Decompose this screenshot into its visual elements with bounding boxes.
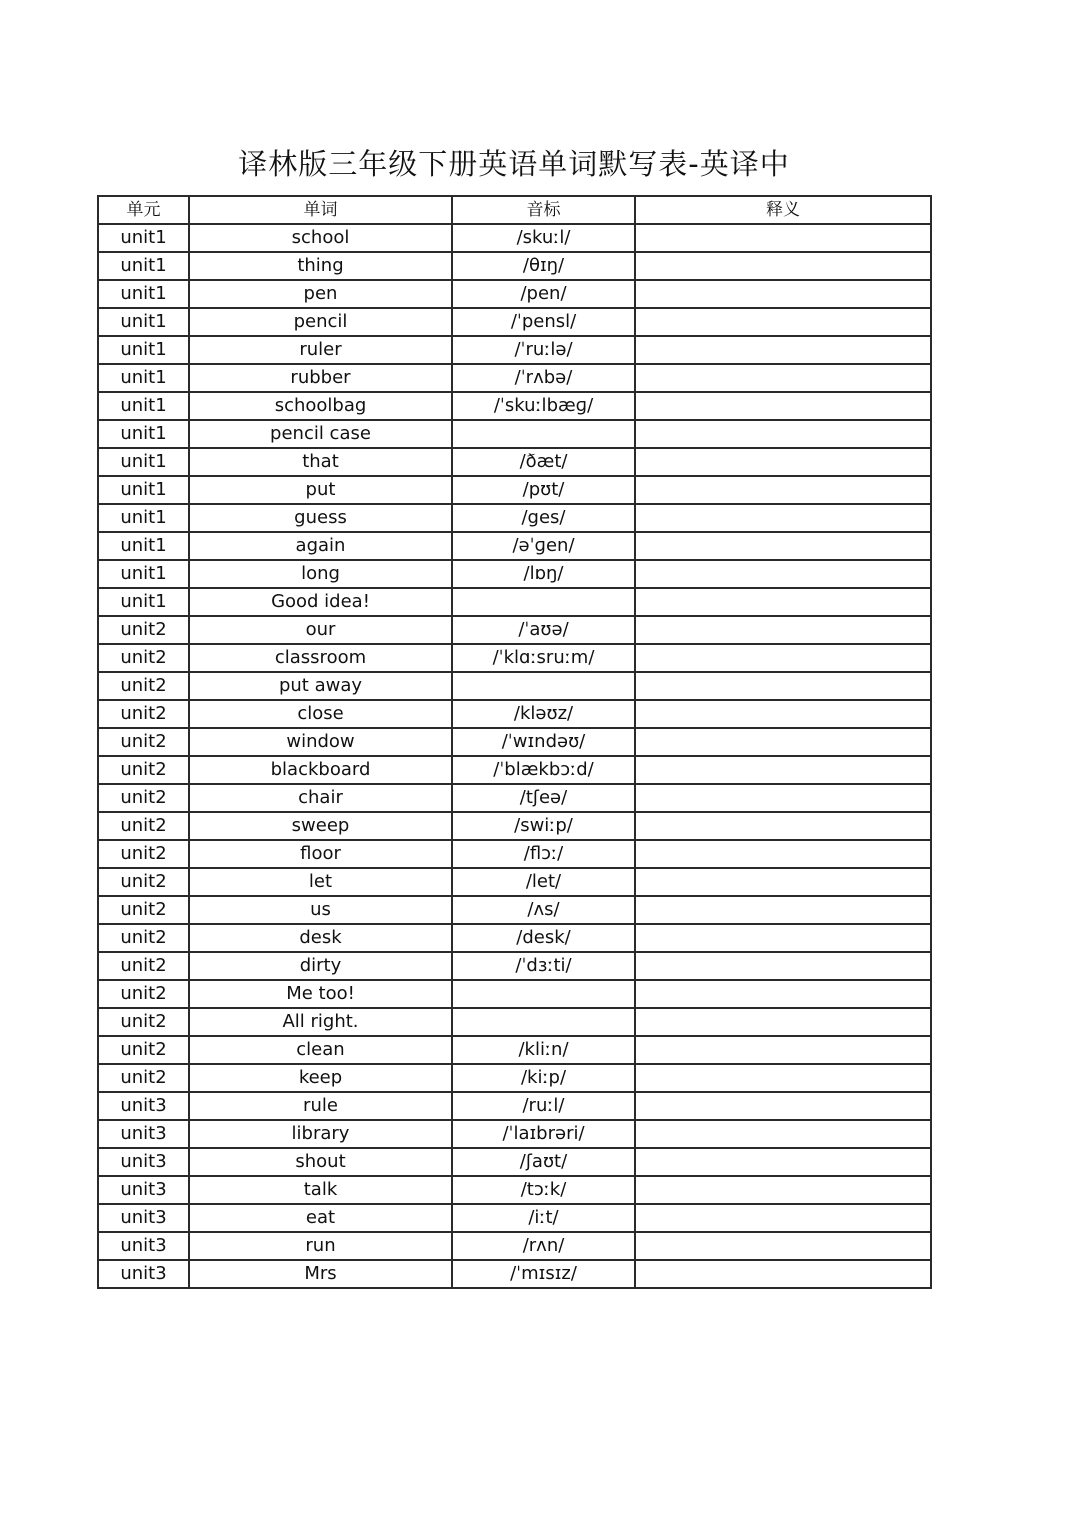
phonetic-cell: /ʃaʊt/: [452, 1148, 635, 1176]
unit-cell: unit2: [98, 1036, 189, 1064]
unit-cell: unit2: [98, 924, 189, 952]
table-row: [98, 252, 931, 280]
table-row: [98, 1036, 931, 1064]
phonetic-cell: [452, 980, 635, 1008]
table-row: [98, 1092, 931, 1120]
meaning-cell[interactable]: [635, 1148, 931, 1176]
unit-cell: unit2: [98, 1064, 189, 1092]
unit-cell: unit3: [98, 1232, 189, 1260]
meaning-cell[interactable]: [635, 448, 931, 476]
phonetic-cell: /kliːn/: [452, 1036, 635, 1064]
table-row: [98, 392, 931, 420]
word-cell: chair: [189, 784, 452, 812]
phonetic-cell: [452, 420, 635, 448]
phonetic-cell: /desk/: [452, 924, 635, 952]
meaning-cell[interactable]: [635, 420, 931, 448]
word-cell: blackboard: [189, 756, 452, 784]
table-row: [98, 560, 931, 588]
meaning-cell[interactable]: [635, 1008, 931, 1036]
unit-cell: unit2: [98, 868, 189, 896]
table-row: [98, 1176, 931, 1204]
word-cell: our: [189, 616, 452, 644]
unit-cell: unit2: [98, 700, 189, 728]
meaning-cell[interactable]: [635, 644, 931, 672]
table-row: [98, 700, 931, 728]
header-phonetic: 音标: [452, 196, 635, 224]
table-row: [98, 1120, 931, 1148]
phonetic-cell: /ruːl/: [452, 1092, 635, 1120]
table-row: [98, 924, 931, 952]
table-row: [98, 1232, 931, 1260]
unit-cell: unit1: [98, 560, 189, 588]
unit-cell: unit1: [98, 280, 189, 308]
meaning-cell[interactable]: [635, 1176, 931, 1204]
vocabulary-table: [97, 195, 932, 1289]
word-cell: pencil case: [189, 420, 452, 448]
meaning-cell[interactable]: [635, 672, 931, 700]
phonetic-cell: /lɒŋ/: [452, 560, 635, 588]
meaning-cell[interactable]: [635, 252, 931, 280]
phonetic-cell: /pen/: [452, 280, 635, 308]
table-row: [98, 1008, 931, 1036]
meaning-cell[interactable]: [635, 1064, 931, 1092]
unit-cell: unit2: [98, 644, 189, 672]
word-cell: schoolbag: [189, 392, 452, 420]
phonetic-cell: /ˈpensl/: [452, 308, 635, 336]
meaning-cell[interactable]: [635, 532, 931, 560]
header-unit: 单元: [98, 196, 189, 224]
word-cell: run: [189, 1232, 452, 1260]
word-cell: classroom: [189, 644, 452, 672]
meaning-cell[interactable]: [635, 868, 931, 896]
unit-cell: unit2: [98, 756, 189, 784]
unit-cell: unit3: [98, 1148, 189, 1176]
word-cell: window: [189, 728, 452, 756]
unit-cell: unit3: [98, 1092, 189, 1120]
phonetic-cell: /flɔː/: [452, 840, 635, 868]
phonetic-cell: /tʃeə/: [452, 784, 635, 812]
meaning-cell[interactable]: [635, 1232, 931, 1260]
unit-cell: unit1: [98, 392, 189, 420]
meaning-cell[interactable]: [635, 336, 931, 364]
unit-cell: unit3: [98, 1204, 189, 1232]
word-cell: pencil: [189, 308, 452, 336]
phonetic-cell: /iːt/: [452, 1204, 635, 1232]
table-row: [98, 1260, 931, 1288]
word-cell: library: [189, 1120, 452, 1148]
meaning-cell[interactable]: [635, 1120, 931, 1148]
table-row: [98, 1148, 931, 1176]
word-cell: All right.: [189, 1008, 452, 1036]
unit-cell: unit2: [98, 812, 189, 840]
phonetic-cell: [452, 672, 635, 700]
word-cell: again: [189, 532, 452, 560]
phonetic-cell: [452, 1008, 635, 1036]
unit-cell: unit1: [98, 588, 189, 616]
table-row: [98, 504, 931, 532]
meaning-cell[interactable]: [635, 504, 931, 532]
meaning-cell[interactable]: [635, 476, 931, 504]
word-cell: keep: [189, 1064, 452, 1092]
table-row: [98, 1204, 931, 1232]
table-row: [98, 280, 931, 308]
word-cell: sweep: [189, 812, 452, 840]
table-row: [98, 812, 931, 840]
table-row: [98, 308, 931, 336]
phonetic-cell: /pʊt/: [452, 476, 635, 504]
table-row: [98, 896, 931, 924]
table-row: [98, 952, 931, 980]
word-cell: ruler: [189, 336, 452, 364]
unit-cell: unit1: [98, 420, 189, 448]
meaning-cell[interactable]: [635, 952, 931, 980]
word-cell: long: [189, 560, 452, 588]
table-row: [98, 336, 931, 364]
meaning-cell[interactable]: [635, 980, 931, 1008]
meaning-cell[interactable]: [635, 392, 931, 420]
word-cell: put away: [189, 672, 452, 700]
word-cell: thing: [189, 252, 452, 280]
unit-cell: unit2: [98, 952, 189, 980]
phonetic-cell: /ˈmɪsɪz/: [452, 1260, 635, 1288]
meaning-cell[interactable]: [635, 840, 931, 868]
phonetic-cell: /ˈdɜːti/: [452, 952, 635, 980]
unit-cell: unit1: [98, 532, 189, 560]
meaning-cell[interactable]: [635, 896, 931, 924]
table-row: [98, 476, 931, 504]
phonetic-cell: /tɔːk/: [452, 1176, 635, 1204]
unit-cell: unit2: [98, 616, 189, 644]
table-row: [98, 980, 931, 1008]
meaning-cell[interactable]: [635, 1036, 931, 1064]
page-title: 译林版三年级下册英语单词默写表-英译中: [238, 147, 790, 181]
unit-cell: unit3: [98, 1120, 189, 1148]
phonetic-cell: /ˈaʊə/: [452, 616, 635, 644]
meaning-cell[interactable]: [635, 1092, 931, 1120]
word-cell: eat: [189, 1204, 452, 1232]
unit-cell: unit1: [98, 252, 189, 280]
table-row: [98, 1064, 931, 1092]
word-cell: let: [189, 868, 452, 896]
phonetic-cell: /ˈklɑːsruːm/: [452, 644, 635, 672]
word-cell: talk: [189, 1176, 452, 1204]
unit-cell: unit2: [98, 980, 189, 1008]
unit-cell: unit1: [98, 364, 189, 392]
word-cell: dirty: [189, 952, 452, 980]
phonetic-cell: /ˈwɪndəʊ/: [452, 728, 635, 756]
word-cell: rubber: [189, 364, 452, 392]
meaning-cell[interactable]: [635, 308, 931, 336]
unit-cell: unit1: [98, 476, 189, 504]
meaning-cell[interactable]: [635, 280, 931, 308]
table-row: [98, 588, 931, 616]
table-row: [98, 224, 931, 252]
meaning-cell[interactable]: [635, 364, 931, 392]
phonetic-cell: /kləʊz/: [452, 700, 635, 728]
table-row: [98, 756, 931, 784]
unit-cell: unit1: [98, 336, 189, 364]
unit-cell: unit3: [98, 1176, 189, 1204]
phonetic-cell: /let/: [452, 868, 635, 896]
table-row: [98, 448, 931, 476]
word-cell: desk: [189, 924, 452, 952]
word-cell: school: [189, 224, 452, 252]
meaning-cell[interactable]: [635, 224, 931, 252]
header-meaning: 释义: [635, 196, 931, 224]
phonetic-cell: /ˈrʌbə/: [452, 364, 635, 392]
word-cell: pen: [189, 280, 452, 308]
phonetic-cell: /kiːp/: [452, 1064, 635, 1092]
meaning-cell[interactable]: [635, 728, 931, 756]
unit-cell: unit1: [98, 448, 189, 476]
table-row: [98, 672, 931, 700]
unit-cell: unit2: [98, 728, 189, 756]
meaning-cell[interactable]: [635, 1260, 931, 1288]
meaning-cell[interactable]: [635, 812, 931, 840]
meaning-cell[interactable]: [635, 1204, 931, 1232]
phonetic-cell: /swiːp/: [452, 812, 635, 840]
unit-cell: unit2: [98, 840, 189, 868]
phonetic-cell: /ˈlaɪbrəri/: [452, 1120, 635, 1148]
word-cell: Me too!: [189, 980, 452, 1008]
word-cell: close: [189, 700, 452, 728]
table-row: [98, 364, 931, 392]
meaning-cell[interactable]: [635, 560, 931, 588]
phonetic-cell: [452, 588, 635, 616]
phonetic-cell: /rʌn/: [452, 1232, 635, 1260]
word-cell: Good idea!: [189, 588, 452, 616]
table-row: [98, 644, 931, 672]
phonetic-cell: /ˈskuːlbæɡ/: [452, 392, 635, 420]
table-row: [98, 420, 931, 448]
phonetic-cell: /θɪŋ/: [452, 252, 635, 280]
table-row: [98, 840, 931, 868]
word-cell: guess: [189, 504, 452, 532]
meaning-cell[interactable]: [635, 756, 931, 784]
word-cell: put: [189, 476, 452, 504]
word-cell: rule: [189, 1092, 452, 1120]
unit-cell: unit1: [98, 308, 189, 336]
phonetic-cell: /ˈblækbɔːd/: [452, 756, 635, 784]
meaning-cell[interactable]: [635, 784, 931, 812]
unit-cell: unit1: [98, 504, 189, 532]
word-cell: shout: [189, 1148, 452, 1176]
header-row: [98, 196, 931, 224]
word-cell: Mrs: [189, 1260, 452, 1288]
table-row: [98, 616, 931, 644]
phonetic-cell: /əˈɡen/: [452, 532, 635, 560]
meaning-cell[interactable]: [635, 588, 931, 616]
unit-cell: unit2: [98, 1008, 189, 1036]
table-row: [98, 728, 931, 756]
phonetic-cell: /ˈruːlə/: [452, 336, 635, 364]
phonetic-cell: /ðæt/: [452, 448, 635, 476]
unit-cell: unit1: [98, 224, 189, 252]
unit-cell: unit2: [98, 896, 189, 924]
phonetic-cell: /skuːl/: [452, 224, 635, 252]
phonetic-cell: /ʌs/: [452, 896, 635, 924]
table-row: [98, 532, 931, 560]
unit-cell: unit3: [98, 1260, 189, 1288]
word-cell: floor: [189, 840, 452, 868]
meaning-cell[interactable]: [635, 700, 931, 728]
unit-cell: unit2: [98, 672, 189, 700]
word-cell: us: [189, 896, 452, 924]
table-row: [98, 868, 931, 896]
word-cell: clean: [189, 1036, 452, 1064]
table-row: [98, 784, 931, 812]
meaning-cell[interactable]: [635, 924, 931, 952]
vocabulary-rows: [98, 224, 931, 1288]
unit-cell: unit2: [98, 784, 189, 812]
word-cell: that: [189, 448, 452, 476]
phonetic-cell: /ges/: [452, 504, 635, 532]
header-word: 单词: [189, 196, 452, 224]
meaning-cell[interactable]: [635, 616, 931, 644]
